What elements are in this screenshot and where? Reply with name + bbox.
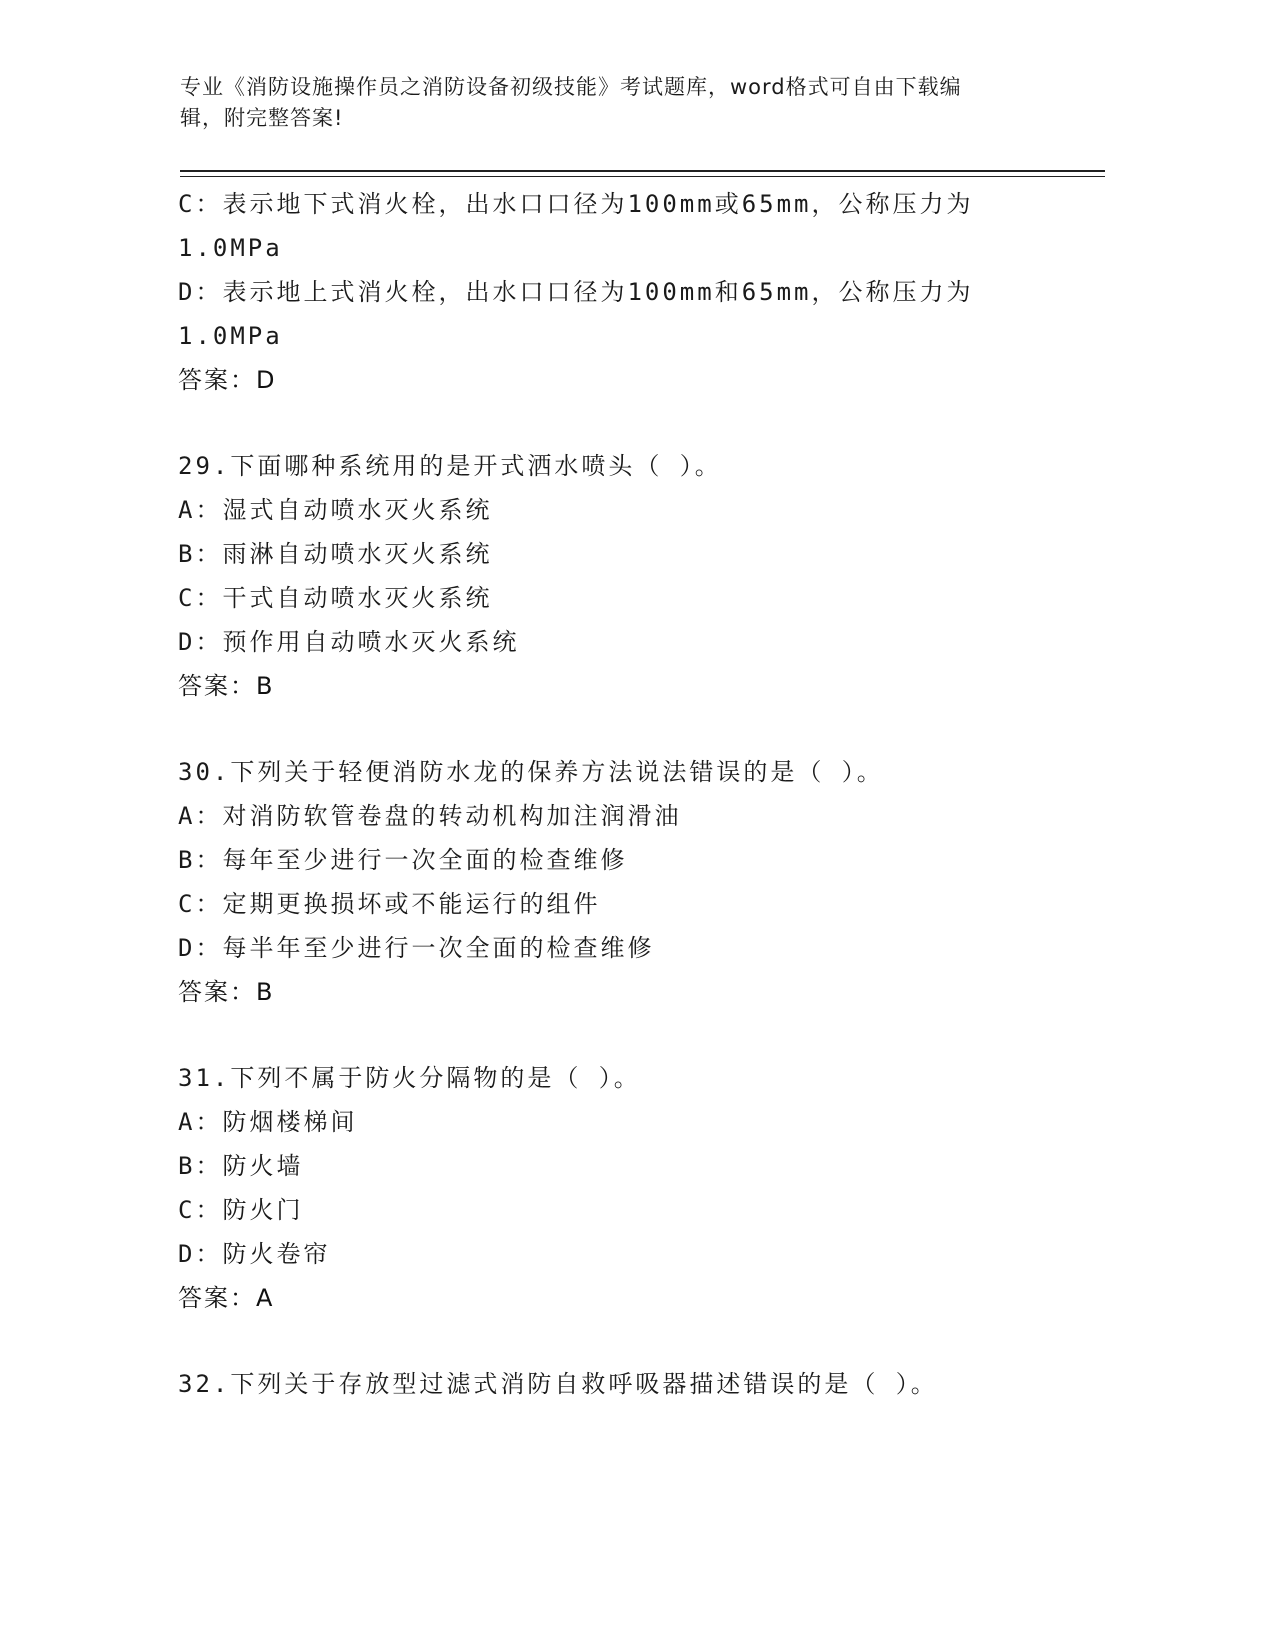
option-d: D：每半年至少进行一次全面的检查维修 [178,934,655,962]
question-30 [178,750,1078,1014]
document-header [180,72,1080,134]
question-29 [178,444,1078,708]
question-stem: 32.下列关于存放型过滤式消防自救呼吸器描述错误的是（ ）。 [178,1370,938,1398]
option-b: B：雨淋自动喷水灭火系统 [178,540,493,568]
answer-line: 答案：A [178,1284,275,1312]
option-c: C：表示地下式消火栓，出水口口径为100mm或65mm，公称压力为 [178,190,974,218]
question-stem: 31.下列不属于防火分隔物的是（ ）。 [178,1064,641,1092]
question-stem: 29.下面哪种系统用的是开式洒水喷头（ ）。 [178,452,722,480]
answer-line: 答案：B [178,672,275,700]
option-c-continued: 1.0MPa [178,234,283,262]
option-d: D：防火卷帘 [178,1240,331,1268]
option-c: C：防火门 [178,1196,304,1224]
header-line-1: 专业《消防设施操作员之消防设备初级技能》考试题库，word格式可自由下载编 [180,75,962,99]
question-31 [178,1056,1078,1320]
header-divider-thick [180,170,1105,172]
question-32 [178,1362,1078,1406]
option-c: C：定期更换损坏或不能运行的组件 [178,890,601,918]
option-d: D：表示地上式消火栓，出水口口径为100mm和65mm，公称压力为 [178,278,974,306]
option-a: A：防烟楼梯间 [178,1108,358,1136]
option-d-continued: 1.0MPa [178,322,283,350]
option-a: A：湿式自动喷水灭火系统 [178,496,493,524]
option-a: A：对消防软管卷盘的转动机构加注润滑油 [178,802,682,830]
option-b: B：防火墙 [178,1152,304,1180]
option-d: D：预作用自动喷水灭火系统 [178,628,520,656]
question-28-tail [178,182,1078,402]
header-line-2: 辑，附完整答案! [180,106,344,130]
question-list [178,182,1078,1406]
option-b: B：每年至少进行一次全面的检查维修 [178,846,628,874]
option-c: C：干式自动喷水灭火系统 [178,584,493,612]
question-stem: 30.下列关于轻便消防水龙的保养方法说法错误的是（ ）。 [178,758,884,786]
answer-line: 答案：B [178,978,275,1006]
answer-line: 答案：D [178,366,277,394]
header-divider-thin [180,176,1105,177]
